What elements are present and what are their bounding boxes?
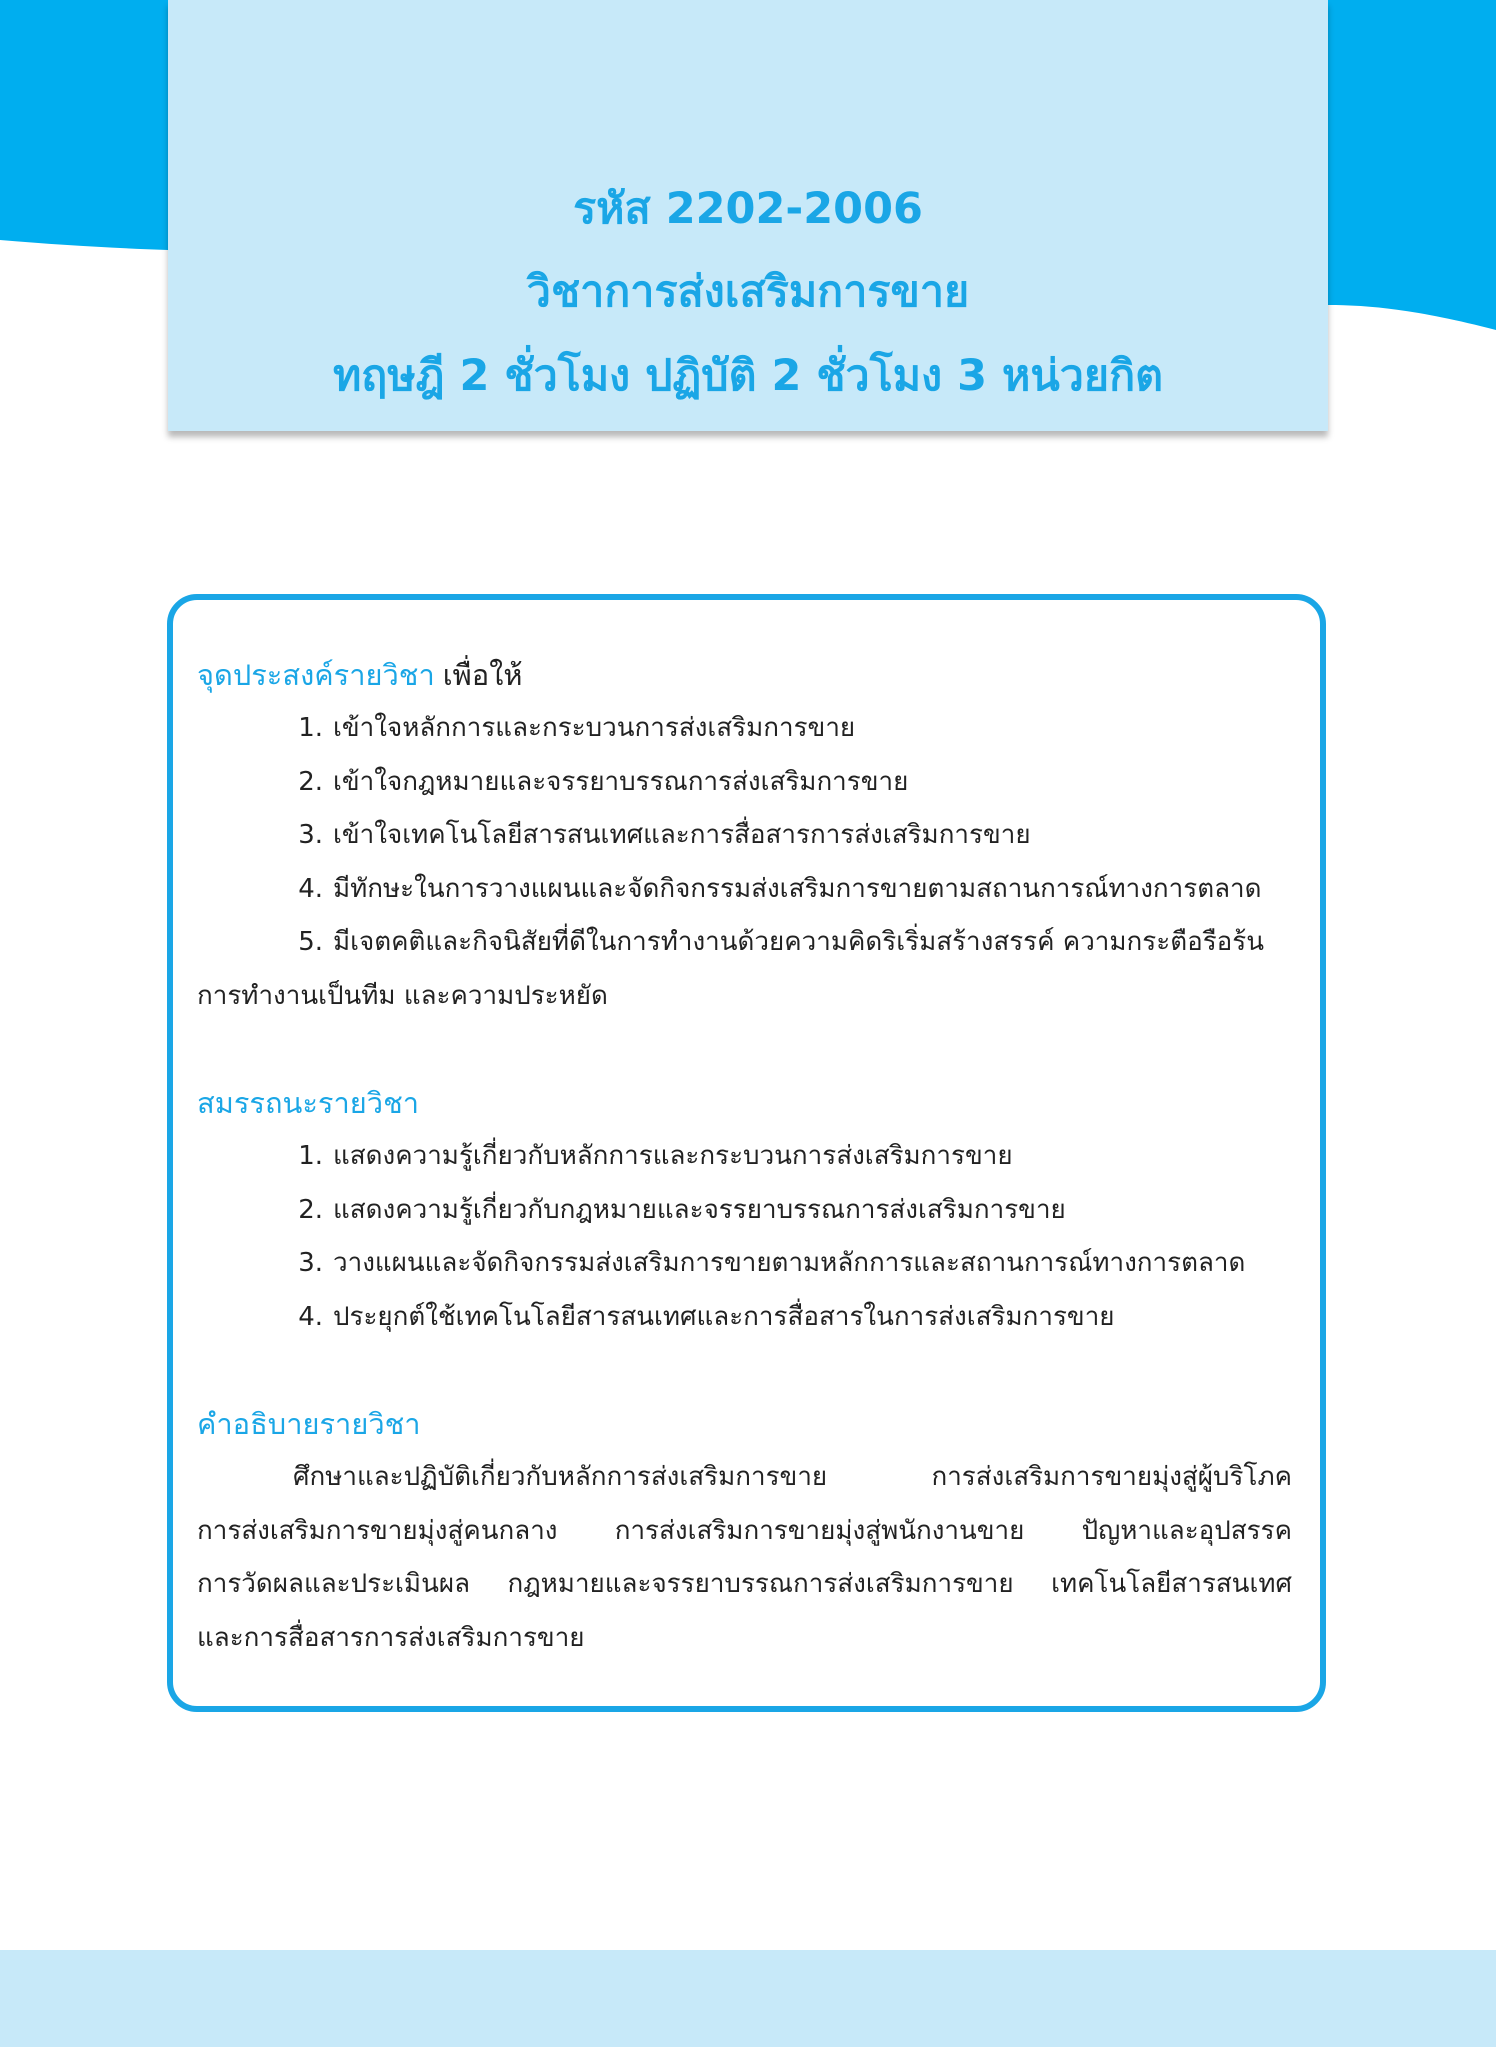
item-text: เข้าใจกฎหมายและจรรยาบรรณการส่งเสริมการขาย [333, 766, 909, 797]
course-hours: ทฤษฎี 2 ชั่วโมง ปฏิบัติ 2 ชั่วโมง 3 หน่วยกิต [332, 351, 1164, 401]
item-number: 5. [298, 927, 323, 957]
item-text: ประยุกต์ใช้เทคโนโลยีสารสนเทศและการสื่อสารในการส่งเสริมการขาย [333, 1301, 1115, 1332]
item-text: แสดงความรู้เกี่ยวกับกฎหมายและจรรยาบรรณการส่งเสริมการขาย [333, 1194, 1066, 1225]
item-number: 1. [298, 1141, 323, 1171]
item-number: 2. [298, 766, 323, 797]
description-line: การส่งเสริมการขายมุ่งสู่คนกลาง การส่งเสริมการขายมุ่งสู่พนักงานขาย ปัญหาและอุปสรรค [197, 1515, 1292, 1546]
objective-item [197, 702, 1292, 756]
description-title: คำอธิบายรายวิชา [197, 1407, 421, 1441]
course-info-panel [167, 594, 1326, 1712]
description-line: ศึกษาและปฏิบัติเกี่ยวกับหลักการส่งเสริมการขาย การส่งเสริมการขายมุ่งสู่ผู้บริโภค [293, 1462, 1292, 1492]
item-text: มีเจตคติและกิจนิสัยที่ดีในการทำงานด้วยความคิดริเริ่มสร้างสรรค์ ความกระตือรือร้น [333, 927, 1265, 957]
competencies-title: สมรรถนะรายวิชา [197, 1086, 420, 1120]
item-text: วางแผนและจัดกิจกรรมส่งเสริมการขายตามหลักการและสถานการณ์ทางการตลาด [333, 1248, 1246, 1278]
course-subject: วิชาการส่งเสริมการขาย [526, 267, 970, 317]
competency-item [197, 1130, 1292, 1184]
item-number: 4. [298, 1301, 323, 1332]
description-line: และการสื่อสารการส่งเสริมการขาย [197, 1622, 585, 1653]
course-code: รหัส 2202-2006 [573, 184, 923, 234]
objectives-heading [197, 649, 1292, 702]
competency-item [197, 1184, 1292, 1238]
item-number: 2. [298, 1194, 323, 1225]
objective-item [197, 809, 1292, 863]
footer-band [0, 1950, 1496, 2047]
item-text: เข้าใจเทคโนโลยีสารสนเทศและการสื่อสารการส่งเสริมการขาย [333, 820, 1031, 850]
course-header [168, 0, 1328, 431]
description-paragraph [197, 1451, 1292, 1665]
item-number: 3. [298, 820, 323, 850]
item-text: มีทักษะในการวางแผนและจัดกิจกรรมส่งเสริมการขายตามสถานการณ์ทางการตลาด [333, 873, 1262, 904]
objective-item [197, 863, 1292, 917]
objective-item [197, 756, 1292, 810]
description-line: การวัดผลและประเมินผล กฎหมายและจรรยาบรรณการส่งเสริมการขาย เทคโนโลยีสารสนเทศ [197, 1569, 1292, 1599]
objectives-title: จุดประสงค์รายวิชา [197, 658, 435, 692]
item-number: 4. [298, 873, 323, 904]
item-text: เข้าใจหลักการและกระบวนการส่งเสริมการขาย [333, 713, 856, 743]
item-number: 3. [298, 1248, 323, 1278]
item-text: แสดงความรู้เกี่ยวกับหลักการและกระบวนการส่งเสริมการขาย [333, 1141, 1013, 1171]
objectives-suffix: เพื่อให้ [442, 658, 523, 692]
competency-item [197, 1237, 1292, 1291]
item-number: 1. [298, 713, 323, 743]
objective-item [197, 916, 1292, 970]
objective-continuation: การทำงานเป็นทีม และความประหยัด [197, 980, 608, 1011]
competency-item [197, 1291, 1292, 1345]
